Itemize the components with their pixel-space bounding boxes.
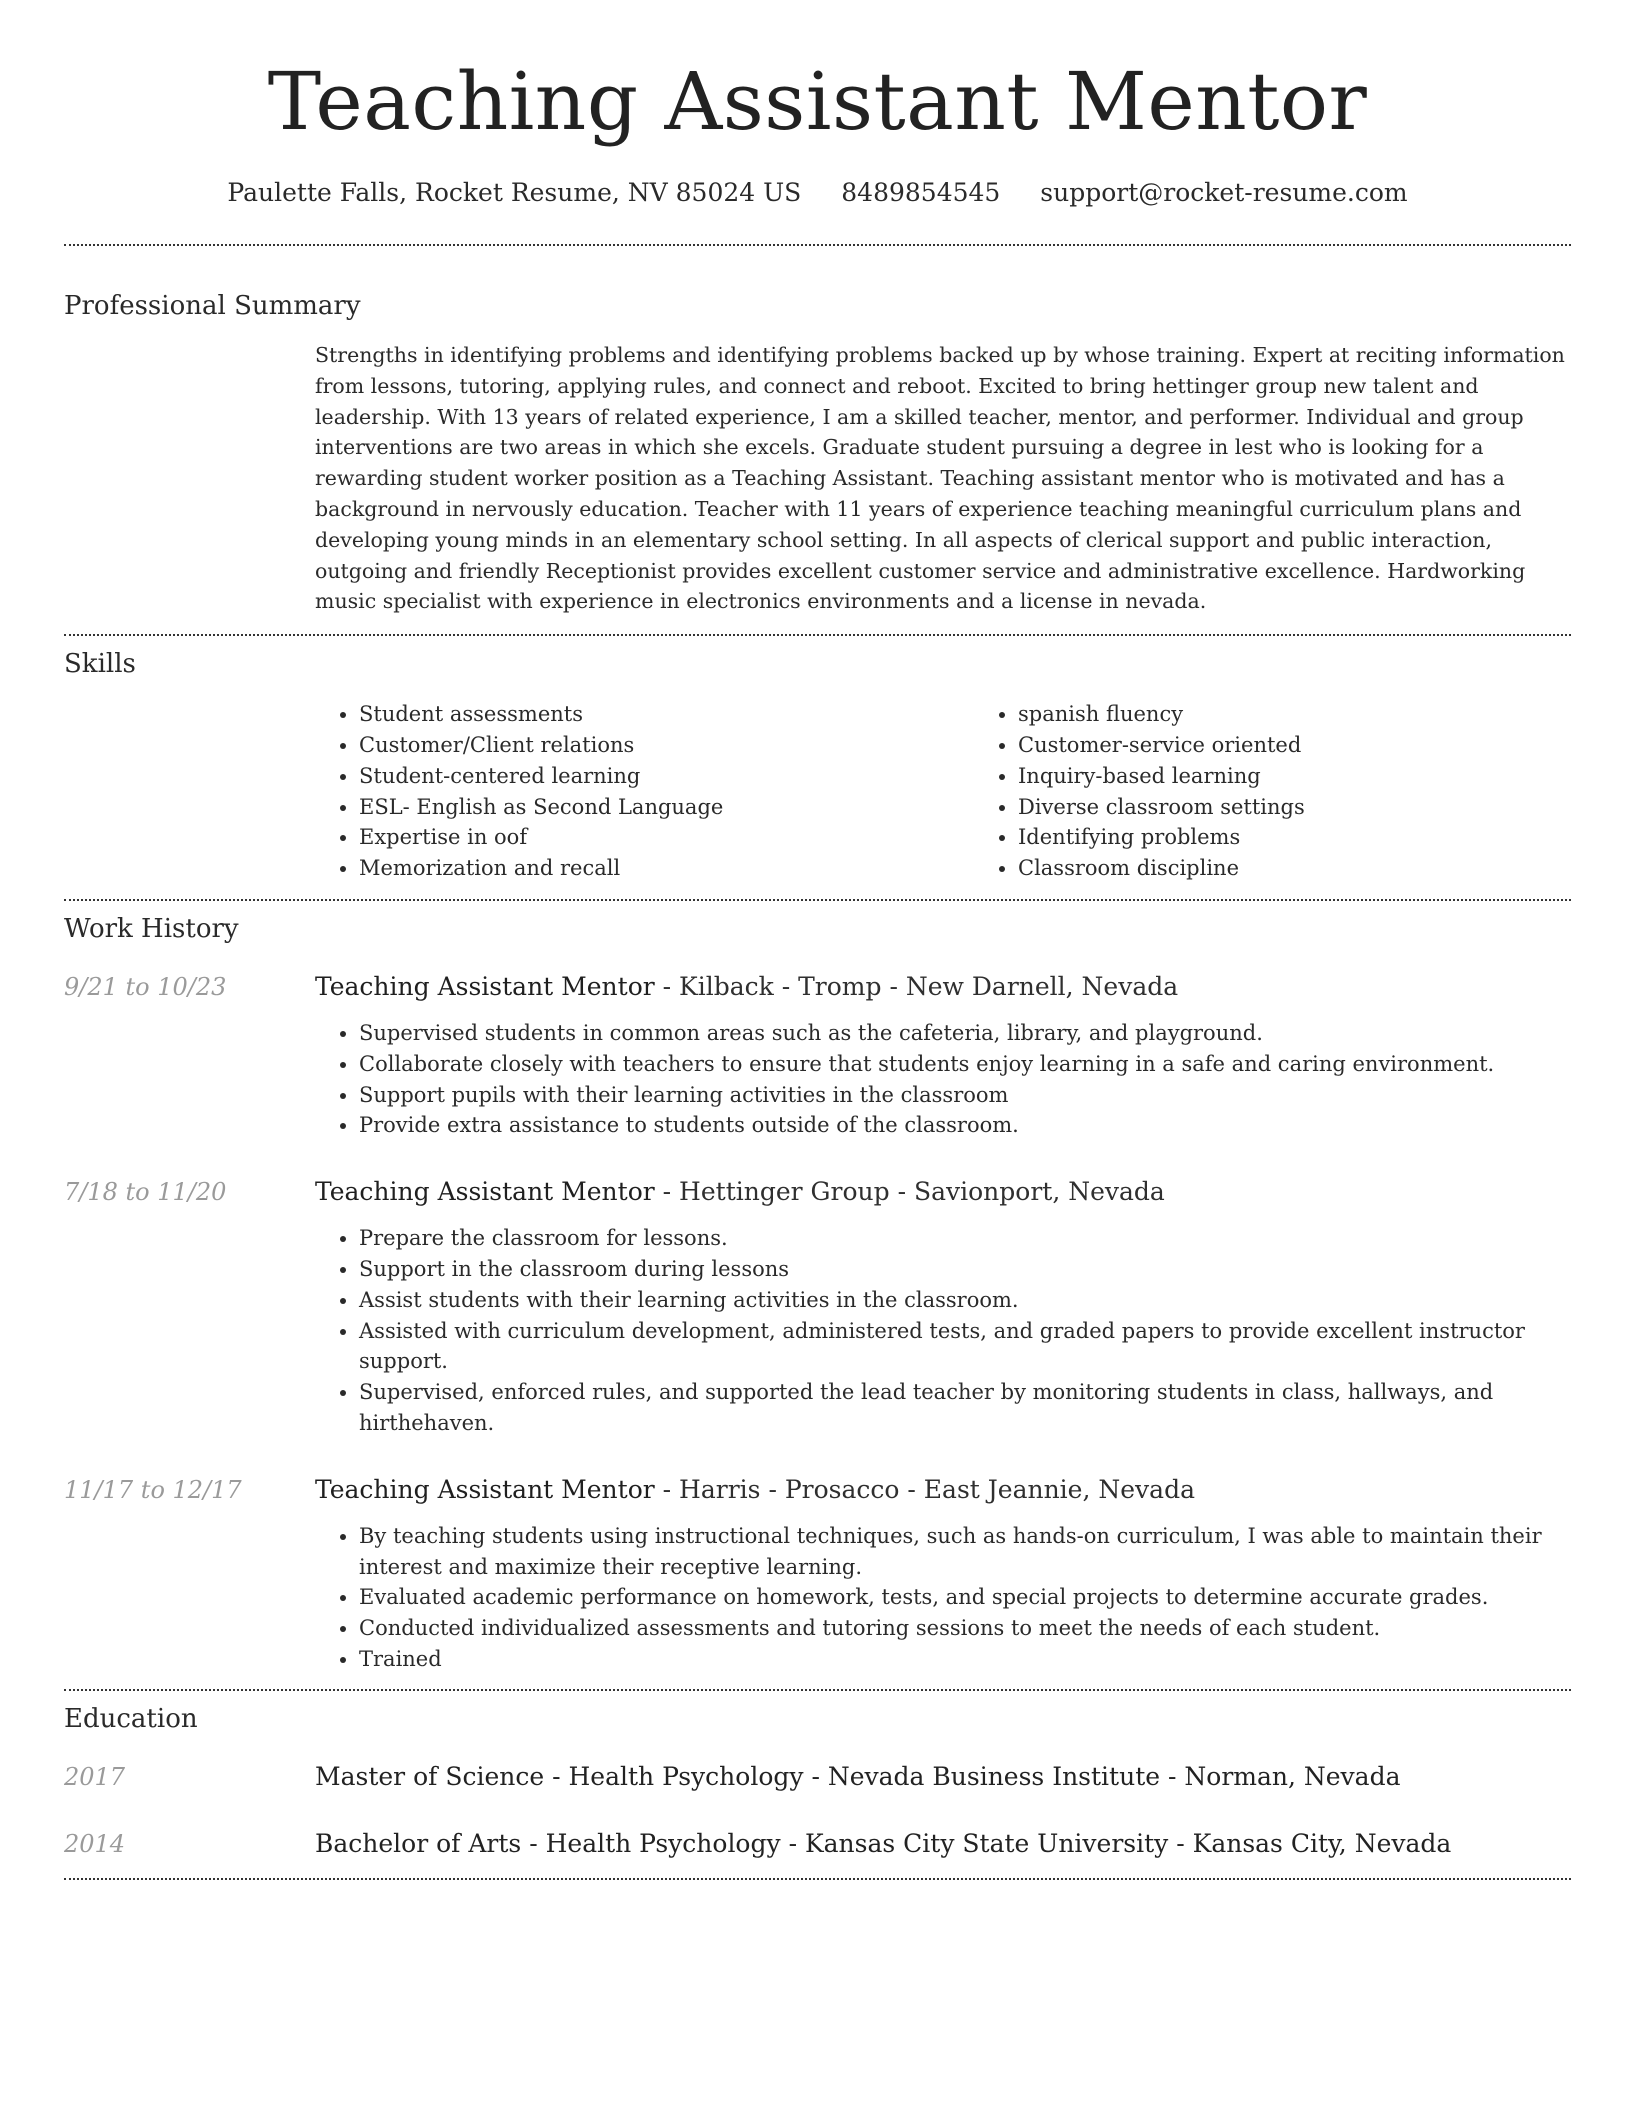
contact-line bbox=[64, 176, 1571, 210]
education-year: 2017 bbox=[64, 1762, 126, 1791]
job-dates: 9/21 to 10/23 bbox=[64, 972, 227, 1001]
job-title bbox=[315, 1175, 1571, 1209]
skill-item: • Identifying problems bbox=[1018, 822, 1632, 853]
divider bbox=[64, 1689, 1571, 1691]
skill-item: • ESL- English as Second Language bbox=[359, 792, 974, 823]
contact-email: support@rocket-resume.com bbox=[1040, 178, 1408, 207]
divider bbox=[64, 634, 1571, 636]
job-bullets bbox=[315, 1223, 1571, 1439]
job-role: Teaching Assistant Mentor bbox=[315, 1177, 655, 1207]
contact-address: Paulette Falls, Rocket Resume, NV 85024 US bbox=[227, 178, 802, 207]
job-dates: 11/17 to 12/17 bbox=[64, 1475, 242, 1504]
skill-item: • Memorization and recall bbox=[359, 853, 974, 884]
skill-item: • Classroom discipline bbox=[1018, 853, 1632, 884]
resume-name: Teaching Assistant Mentor bbox=[267, 55, 1368, 148]
job-details: - Harris - Prosacco - East Jeannie, Nevada bbox=[654, 1474, 1195, 1504]
skills-heading: Skills bbox=[64, 649, 136, 680]
education-entry bbox=[64, 1827, 1571, 1861]
job-bullet: • Support pupils with their learning activities in the classroom bbox=[359, 1080, 1571, 1111]
education-details: - Nevada Business Institute - Norman, Nevada bbox=[803, 1761, 1401, 1791]
job-bullet: • By teaching students using instructional techniques, such as hands-on curriculum, I was able to maintain their interest and maximize their receptive learning. bbox=[359, 1521, 1571, 1583]
job-bullet: • Collaborate closely with teachers to ensure that students enjoy learning in a safe and caring environment. bbox=[359, 1049, 1571, 1080]
skills-section bbox=[64, 699, 1571, 884]
job-role: Teaching Assistant Mentor bbox=[315, 1474, 655, 1504]
skill-item: • Customer/Client relations bbox=[359, 730, 974, 761]
job-bullet: • Trained bbox=[359, 1644, 1571, 1675]
skills-list-right bbox=[974, 699, 1632, 884]
job-entry bbox=[64, 1473, 1571, 1675]
education-details: - Kansas City State University - Kansas City, Nevada bbox=[780, 1828, 1452, 1858]
job-entry bbox=[64, 1175, 1571, 1439]
divider bbox=[64, 244, 1571, 246]
divider bbox=[64, 899, 1571, 901]
summary-heading: Professional Summary bbox=[64, 291, 361, 321]
job-bullet: • Prepare the classroom for lessons. bbox=[359, 1223, 1571, 1254]
job-bullet: • Conducted individualized assessments and tutoring sessions to meet the needs of each student. bbox=[359, 1613, 1571, 1644]
job-title bbox=[315, 1473, 1571, 1507]
job-bullet: • Supervised, enforced rules, and supported the lead teacher by monitoring students in class, hallways, and hirthehaven. bbox=[359, 1377, 1571, 1439]
job-title bbox=[315, 970, 1571, 1004]
education-degree: Bachelor of Arts - Health Psychology bbox=[315, 1828, 781, 1858]
resume-page bbox=[64, 0, 1571, 1880]
summary-text: Strengths in identifying problems and identifying problems backed up by whose training. Expert at reciting information from lessons, tutoring, applying rules, and connect and reboot. Excited to bring hettinger group new talent and leadership. With 13 years of related experience, I am a skilled teacher, mentor, and performer. Individual and group interventions are two areas in which she excels. Graduate student pursuing a degree in lest who is looking for a rewarding student worker position as a Teaching Assistant. Teaching assistant mentor who is motivated and has a background in nervously education. Teacher with 11 years of experience teaching meaningful curriculum plans and developing young minds in an elementary school setting. In all aspects of clerical support and public interaction, outgoing and friendly Receptionist provides excellent customer service and administrative excellence. Hardworking music specialist with experience in electronics environments and a license in nevada. bbox=[315, 343, 1565, 614]
education-entry bbox=[64, 1760, 1571, 1794]
work-heading: Work History bbox=[64, 913, 239, 944]
job-bullet: • Support in the classroom during lessons bbox=[359, 1254, 1571, 1285]
skill-item: • Student-centered learning bbox=[359, 761, 974, 792]
job-bullet: • Evaluated academic performance on homework, tests, and special projects to determine accurate grades. bbox=[359, 1582, 1571, 1613]
divider bbox=[64, 1878, 1571, 1880]
job-bullets bbox=[315, 1018, 1571, 1141]
job-bullet: • Assist students with their learning activities in the classroom. bbox=[359, 1285, 1571, 1316]
education-degree: Master of Science - Health Psychology bbox=[315, 1761, 804, 1791]
contact-phone: 8489854545 bbox=[841, 178, 1001, 207]
skill-item: • Customer-service oriented bbox=[1018, 730, 1632, 761]
job-details: - Hettinger Group - Savionport, Nevada bbox=[654, 1177, 1165, 1207]
job-details: - Kilback - Tromp - New Darnell, Nevada bbox=[654, 971, 1179, 1001]
job-bullet: • Supervised students in common areas such as the cafeteria, library, and playground. bbox=[359, 1018, 1571, 1049]
skill-item: • Expertise in oof bbox=[359, 822, 974, 853]
education-year: 2014 bbox=[64, 1829, 126, 1858]
skills-list-left bbox=[315, 699, 974, 884]
summary-section bbox=[64, 340, 1571, 617]
skill-item: • Inquiry-based learning bbox=[1018, 761, 1632, 792]
job-role: Teaching Assistant Mentor bbox=[315, 971, 655, 1001]
education-heading: Education bbox=[64, 1703, 198, 1734]
job-bullet: • Assisted with curriculum development, administered tests, and graded papers to provide excellent instructor support. bbox=[359, 1316, 1571, 1378]
skill-item: • spanish fluency bbox=[1018, 699, 1632, 730]
job-dates: 7/18 to 11/20 bbox=[64, 1178, 227, 1207]
skill-item: • Student assessments bbox=[359, 699, 974, 730]
job-bullets bbox=[315, 1521, 1571, 1675]
job-entry bbox=[64, 970, 1571, 1141]
skill-item: • Diverse classroom settings bbox=[1018, 792, 1632, 823]
job-bullet: • Provide extra assistance to students outside of the classroom. bbox=[359, 1110, 1571, 1141]
